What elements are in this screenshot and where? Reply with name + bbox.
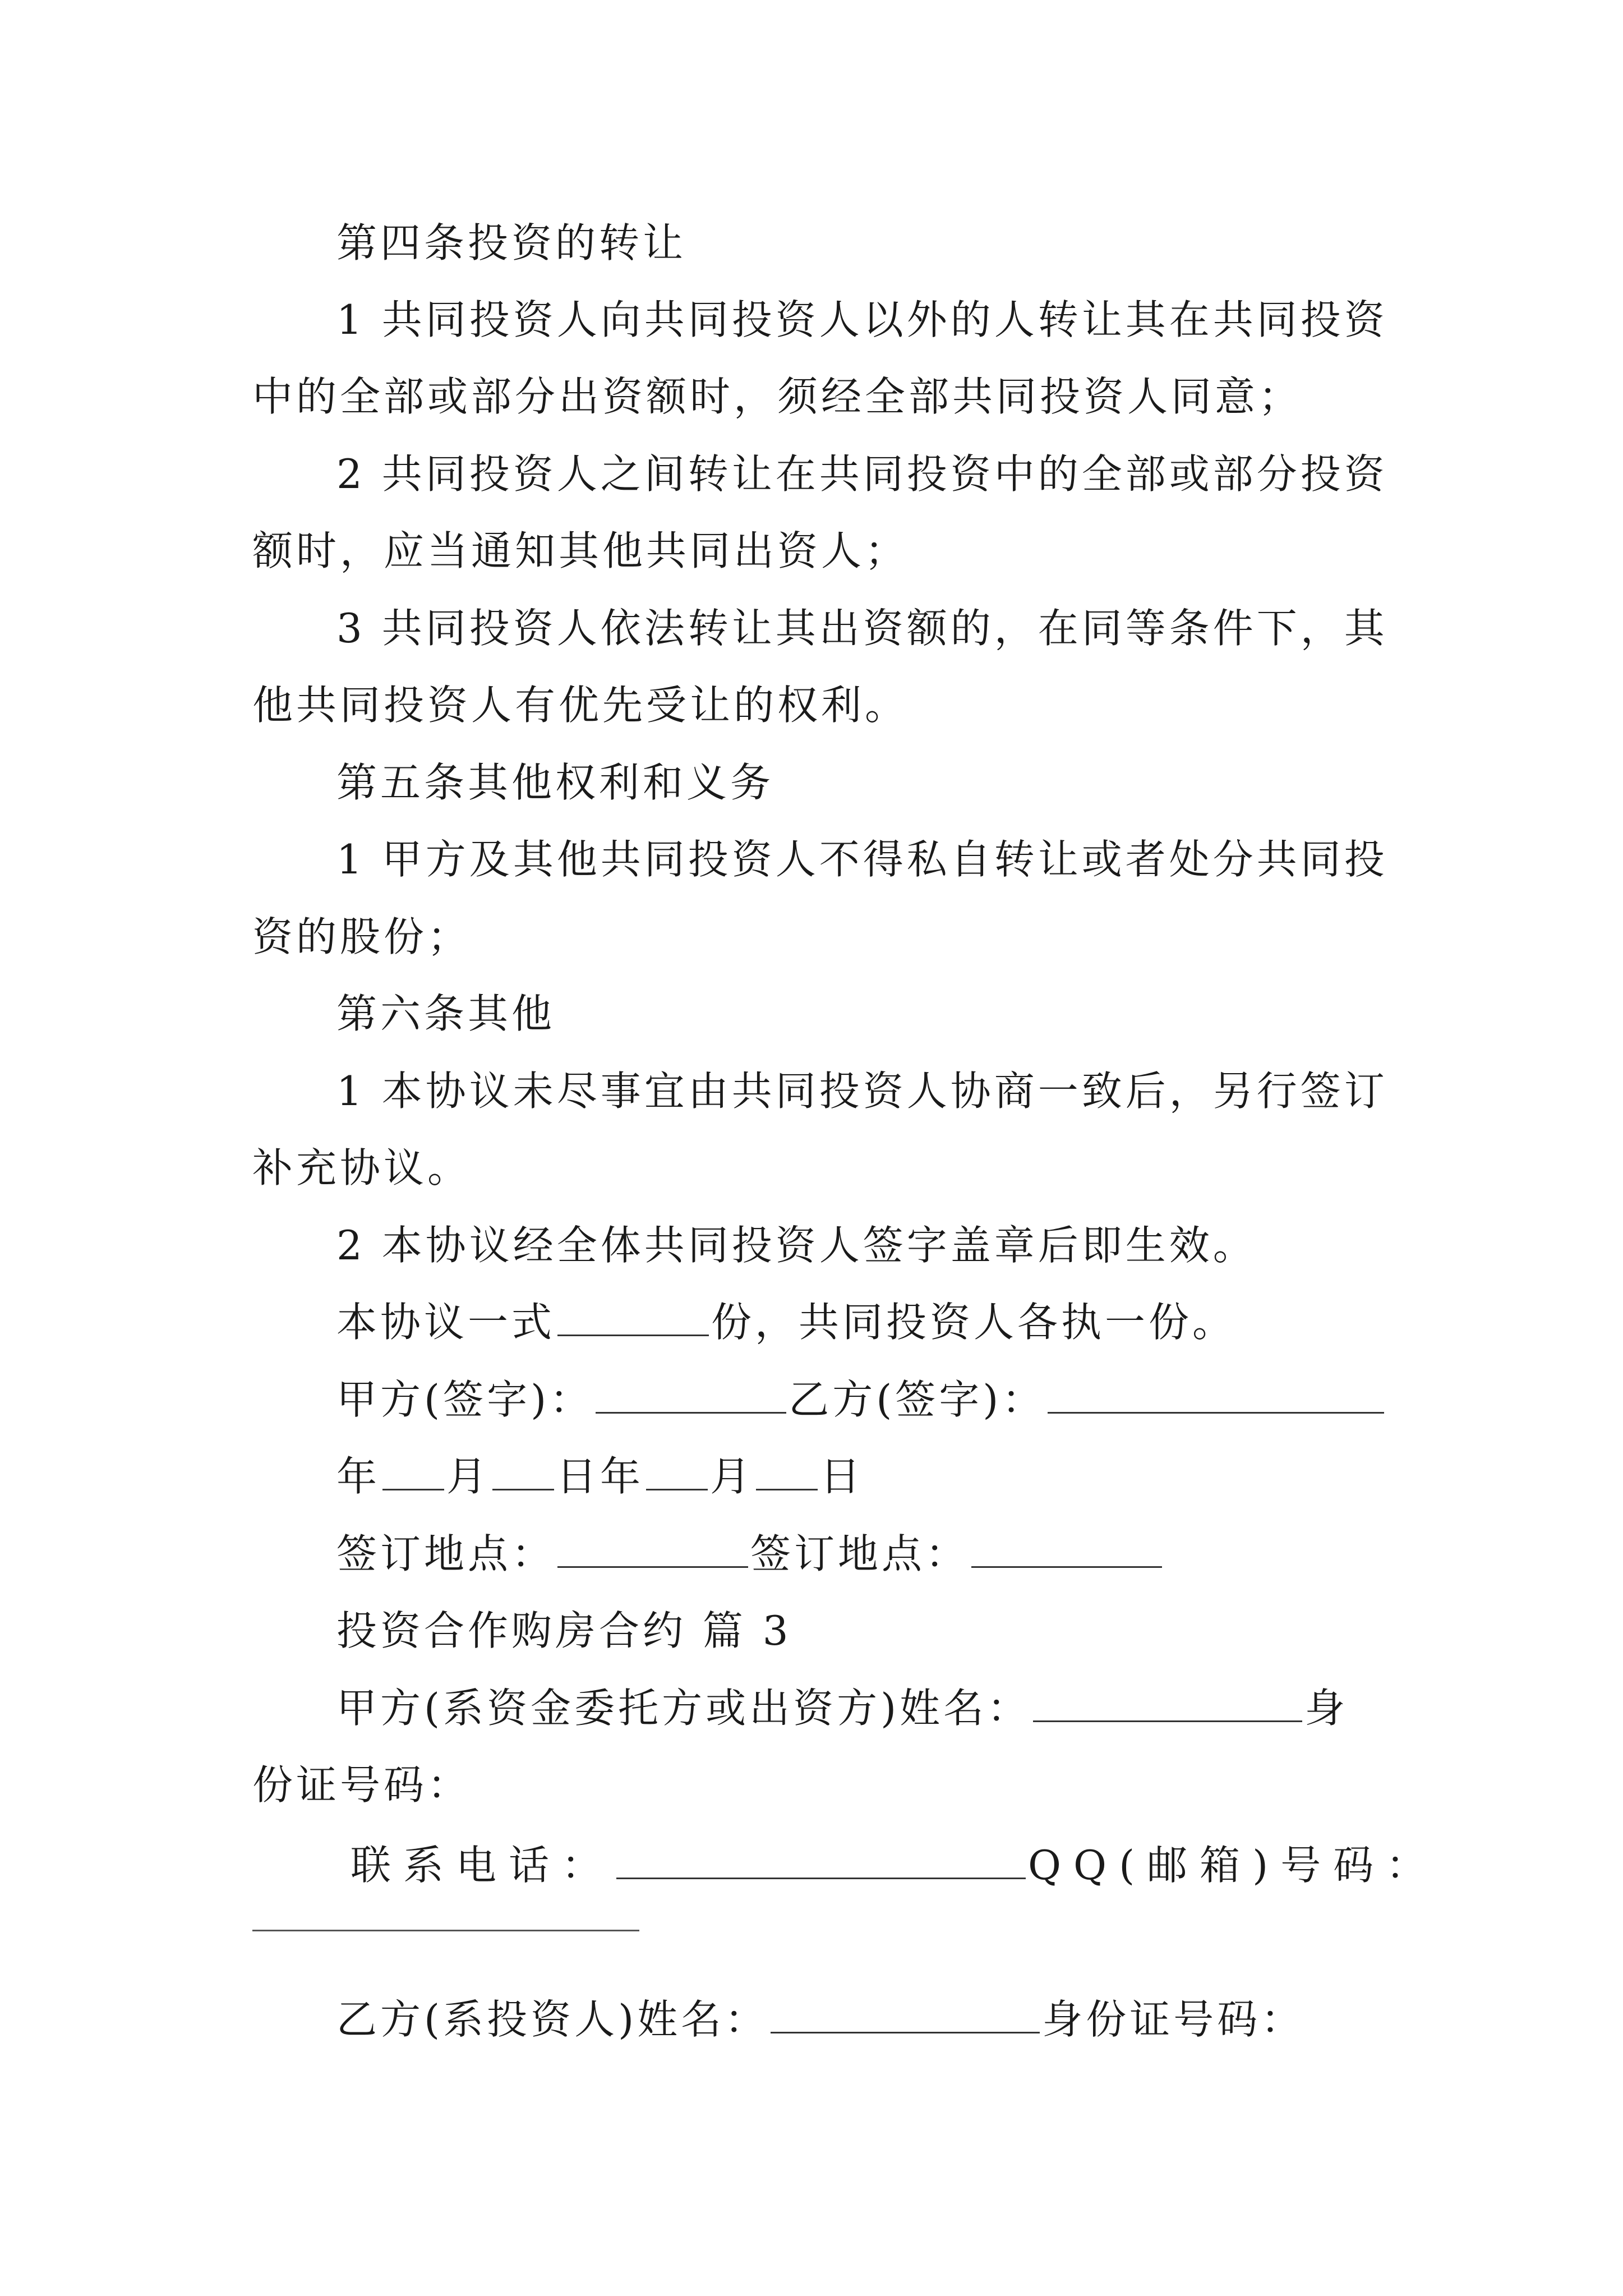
party-a-sign-label: 甲方(签字)：	[336, 1376, 594, 1423]
article-4-clause-3-line-1: 3 共同投资人依法转让其出资额的，在同等条件下，其	[336, 605, 1388, 652]
party-a-name-line	[336, 1683, 1391, 1733]
date-month2-label: 月	[710, 1453, 754, 1500]
article-4-clause-1-line-1: 1 共同投资人向共同投资人以外的人转让其在共同投资	[336, 296, 1388, 343]
party-a-name-blank[interactable]	[1033, 1686, 1302, 1722]
party-a-id-label-start: 身	[1304, 1685, 1349, 1732]
signature-line	[336, 1374, 1391, 1425]
contact-phone-label: 联系电话：	[351, 1842, 615, 1889]
copies-blank[interactable]	[557, 1300, 709, 1336]
date-year-label: 年	[336, 1453, 381, 1500]
contact-line	[351, 1840, 1439, 1890]
article-4-title: 第四条投资的转让	[336, 219, 687, 266]
date-line	[336, 1451, 1391, 1502]
article-4-clause-2-line-2: 额时，应当通知其他共同出资人；	[252, 527, 909, 574]
party-b-name-blank[interactable]	[771, 1997, 1040, 2033]
party-a-sign-blank[interactable]	[596, 1377, 786, 1414]
article-6-clause-2: 2 本协议经全体共同投资人签字盖章后即生效。	[336, 1222, 1257, 1269]
copies-text-a: 本协议一式	[336, 1299, 556, 1346]
date-month-blank[interactable]	[382, 1454, 444, 1490]
date-day-label: 日	[820, 1453, 864, 1500]
party-b-id-label: 身份证号码：	[1042, 1996, 1305, 2043]
copies-line	[336, 1297, 1391, 1347]
date-day-year-label: 日年	[556, 1453, 644, 1500]
party-b-sign-label: 乙方(签字)：	[789, 1376, 1046, 1423]
article-5-clause-1-line-2: 资的股份；	[252, 913, 472, 960]
contact-qq-label: QQ(邮箱)号码：	[1028, 1842, 1439, 1889]
place-b-label: 签订地点：	[750, 1530, 970, 1577]
party-a-name-label: 甲方(系资金委托方或出资方)姓名：	[336, 1685, 1031, 1732]
article-6-clause-1-line-2: 补充协议。	[252, 1144, 472, 1191]
party-b-name-label: 乙方(系投资人)姓名：	[336, 1996, 769, 2043]
place-a-label: 签订地点：	[336, 1530, 556, 1577]
place-line	[336, 1529, 1391, 1579]
place-b-blank[interactable]	[971, 1531, 1162, 1568]
section-3-title: 投资合作购房合约 篇 3	[336, 1607, 792, 1654]
place-a-blank[interactable]	[557, 1531, 748, 1568]
copies-text-b: 份，共同投资人各执一份。	[711, 1299, 1237, 1346]
date-month2-blank[interactable]	[646, 1454, 708, 1490]
article-4-clause-3-line-2: 他共同投资人有优先受让的权利。	[252, 682, 909, 729]
party-b-name-line	[336, 1994, 1391, 2045]
article-5-clause-1-line-1: 1 甲方及其他共同投资人不得私自转让或者处分共同投	[336, 836, 1388, 883]
party-a-id-line: 份证号码：	[252, 1761, 472, 1809]
contact-phone-blank[interactable]	[616, 1843, 1026, 1879]
article-6-title: 第六条其他	[336, 990, 556, 1037]
article-4-clause-2-line-1: 2 共同投资人之间转让在共同投资中的全部或部分投资	[336, 450, 1388, 498]
article-4-clause-1-line-2: 中的全部或部分出资额时，须经全部共同投资人同意；	[252, 373, 1303, 420]
article-5-title: 第五条其他权利和义务	[336, 759, 774, 806]
date-day-blank[interactable]	[492, 1454, 554, 1490]
date-month-label: 月	[446, 1453, 491, 1500]
article-6-clause-1-line-1: 1 本协议未尽事宜由共同投资人协商一致后，另行签订	[336, 1068, 1388, 1115]
contact-qq-blank[interactable]	[252, 1930, 639, 1931]
date-day2-blank[interactable]	[756, 1454, 818, 1490]
party-b-sign-blank[interactable]	[1048, 1377, 1384, 1414]
